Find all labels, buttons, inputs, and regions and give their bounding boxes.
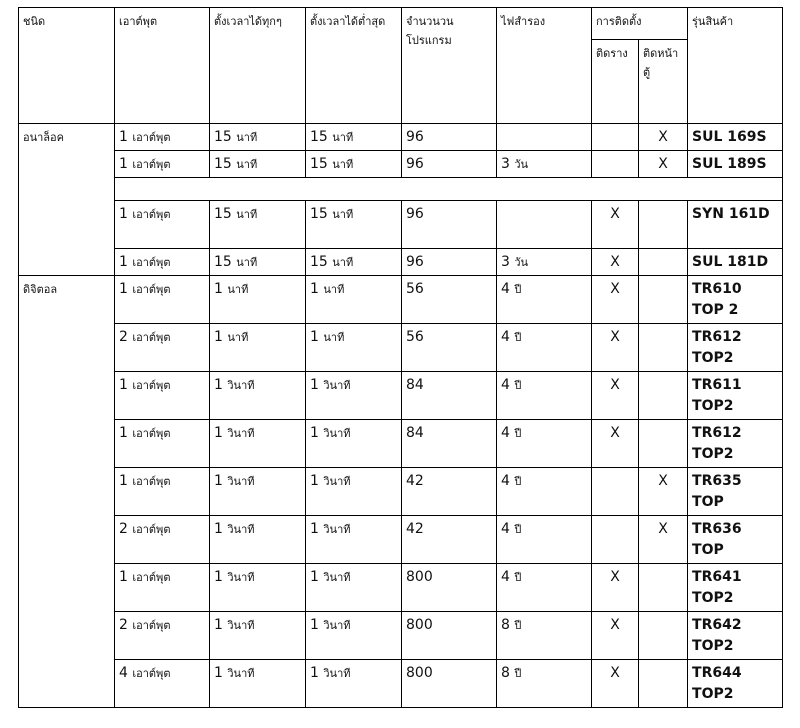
outlets-cell-value: 1: [119, 377, 128, 393]
install-front-mark: X: [639, 151, 688, 178]
outlets-cell: [115, 124, 210, 151]
outlets-cell-value: 1: [119, 281, 128, 297]
install-front-mark: [639, 276, 688, 324]
model-cell: TR610 TOP 2: [688, 276, 783, 324]
install-rail-mark: X: [592, 249, 639, 276]
backup-cell-value: 4: [501, 473, 510, 489]
table-row: [19, 249, 783, 276]
interval-cell: [210, 660, 306, 708]
programs-cell: 96: [402, 124, 497, 151]
install-rail-mark: X: [592, 201, 639, 249]
min-time-cell: [306, 276, 402, 324]
min-time-cell-unit: นาที: [332, 256, 354, 269]
interval-cell: [210, 420, 306, 468]
backup-cell-unit: ปี: [514, 571, 522, 584]
outlets-cell-value: 1: [119, 129, 128, 145]
backup-cell-value: 4: [501, 281, 510, 297]
backup-cell: [497, 249, 592, 276]
outlets-cell-value: 1: [119, 156, 128, 172]
backup-cell-value: 4: [501, 425, 510, 441]
backup-cell-unit: ปี: [514, 619, 522, 632]
min-time-cell-unit: นาที: [332, 131, 354, 144]
interval-cell-value: 1: [214, 425, 223, 441]
table-row: [19, 124, 783, 151]
install-rail-mark: [592, 151, 639, 178]
interval-cell-value: 1: [214, 665, 223, 681]
backup-cell: [497, 151, 592, 178]
install-rail-mark: X: [592, 660, 639, 708]
programs-cell: 96: [402, 151, 497, 178]
interval-cell-unit: นาที: [227, 331, 249, 344]
model-cell: TR612 TOP2: [688, 420, 783, 468]
programs-cell: 42: [402, 468, 497, 516]
outlets-cell: [115, 249, 210, 276]
interval-cell: [210, 516, 306, 564]
min-time-cell-unit: วินาที: [323, 571, 351, 584]
model-cell: SUL 189S: [688, 151, 783, 178]
outlets-cell-unit: เอาต์พุต: [132, 256, 171, 269]
header-install: การติดตั้ง: [592, 8, 688, 40]
backup-cell-value: 4: [501, 569, 510, 585]
interval-cell: [210, 249, 306, 276]
min-time-cell-value: 1: [310, 617, 319, 633]
programs-cell: 800: [402, 660, 497, 708]
min-time-cell-unit: วินาที: [323, 667, 351, 680]
backup-cell-unit: วัน: [514, 158, 529, 171]
install-rail-mark: [592, 124, 639, 151]
backup-cell: [497, 324, 592, 372]
install-rail-mark: [592, 516, 639, 564]
min-time-cell-value: 1: [310, 281, 319, 297]
programs-cell: 84: [402, 372, 497, 420]
outlets-cell: [115, 151, 210, 178]
programs-cell: 42: [402, 516, 497, 564]
outlets-cell-value: 2: [119, 521, 128, 537]
install-front-mark: [639, 324, 688, 372]
outlets-cell: [115, 420, 210, 468]
backup-cell-unit: วัน: [514, 256, 529, 269]
min-time-cell-unit: นาที: [332, 208, 354, 221]
timer-spec-table: [18, 7, 783, 708]
interval-cell: [210, 201, 306, 249]
interval-cell: [210, 124, 306, 151]
min-time-cell-unit: วินาที: [323, 379, 351, 392]
outlets-cell: [115, 612, 210, 660]
backup-cell: [497, 660, 592, 708]
table-row: [19, 151, 783, 178]
interval-cell-value: 15: [214, 254, 232, 270]
model-cell: TR641 TOP2: [688, 564, 783, 612]
interval-cell-unit: วินาที: [227, 667, 255, 680]
min-time-cell-value: 1: [310, 473, 319, 489]
backup-cell-value: 8: [501, 665, 510, 681]
outlets-cell: [115, 372, 210, 420]
min-time-cell-value: 1: [310, 329, 319, 345]
table-row: [19, 276, 783, 324]
spacer-row: [19, 178, 783, 201]
header-outlets: เอาต์พุต: [115, 8, 210, 124]
backup-cell-unit: ปี: [514, 331, 522, 344]
outlets-cell-unit: เอาต์พุต: [132, 208, 171, 221]
table-row: [19, 201, 783, 249]
outlets-cell-unit: เอาต์พุต: [132, 619, 171, 632]
outlets-cell-value: 1: [119, 569, 128, 585]
backup-cell: [497, 612, 592, 660]
model-cell: TR612 TOP2: [688, 324, 783, 372]
programs-cell: 56: [402, 276, 497, 324]
interval-cell-value: 1: [214, 281, 223, 297]
outlets-cell-unit: เอาต์พุต: [132, 475, 171, 488]
group-digital: ดิจิตอล: [19, 276, 115, 708]
programs-cell: 84: [402, 420, 497, 468]
outlets-cell-unit: เอาต์พุต: [132, 331, 171, 344]
header-type: ชนิด: [19, 8, 115, 124]
model-cell: SUL 169S: [688, 124, 783, 151]
programs-cell: 800: [402, 612, 497, 660]
header-install-rail: ติดราง: [592, 40, 639, 124]
backup-cell: [497, 420, 592, 468]
backup-cell: [497, 516, 592, 564]
outlets-cell-value: 1: [119, 473, 128, 489]
outlets-cell-unit: เอาต์พุต: [132, 523, 171, 536]
backup-cell-value: 4: [501, 377, 510, 393]
programs-cell: 800: [402, 564, 497, 612]
min-time-cell-value: 15: [310, 156, 328, 172]
outlets-cell-unit: เอาต์พุต: [132, 283, 171, 296]
min-time-cell-unit: วินาที: [323, 619, 351, 632]
outlets-cell-unit: เอาต์พุต: [132, 667, 171, 680]
table-body: [19, 124, 783, 708]
min-time-cell: [306, 249, 402, 276]
model-cell: SUL 181D: [688, 249, 783, 276]
interval-cell: [210, 276, 306, 324]
interval-cell: [210, 324, 306, 372]
outlets-cell: [115, 468, 210, 516]
install-front-mark: [639, 201, 688, 249]
table-row: [19, 516, 783, 564]
install-front-mark: [639, 249, 688, 276]
backup-cell: [497, 468, 592, 516]
interval-cell-unit: วินาที: [227, 475, 255, 488]
model-cell: TR611 TOP2: [688, 372, 783, 420]
programs-cell: 96: [402, 201, 497, 249]
interval-cell-value: 1: [214, 377, 223, 393]
min-time-cell-unit: วินาที: [323, 427, 351, 440]
install-front-mark: [639, 564, 688, 612]
table-row: [19, 612, 783, 660]
backup-cell: [497, 124, 592, 151]
interval-cell-unit: วินาที: [227, 379, 255, 392]
install-rail-mark: X: [592, 276, 639, 324]
install-front-mark: [639, 612, 688, 660]
min-time-cell: [306, 324, 402, 372]
backup-cell-value: 3: [501, 156, 510, 172]
header-min-time: ตั้งเวลาได้ต่ำสุด: [306, 8, 402, 124]
interval-cell-unit: นาที: [236, 158, 258, 171]
min-time-cell: [306, 420, 402, 468]
backup-cell-value: 4: [501, 329, 510, 345]
programs-cell: 56: [402, 324, 497, 372]
outlets-cell-value: 1: [119, 425, 128, 441]
min-time-cell-value: 1: [310, 377, 319, 393]
backup-cell-value: 8: [501, 617, 510, 633]
min-time-cell-unit: นาที: [323, 331, 345, 344]
min-time-cell-unit: วินาที: [323, 523, 351, 536]
backup-cell: [497, 372, 592, 420]
header-min-interval: ตั้งเวลาได้ทุกๆ: [210, 8, 306, 124]
outlets-cell-unit: เอาต์พุต: [132, 571, 171, 584]
interval-cell: [210, 612, 306, 660]
outlets-cell: [115, 324, 210, 372]
min-time-cell: [306, 201, 402, 249]
min-time-cell-value: 1: [310, 665, 319, 681]
model-cell: TR635 TOP: [688, 468, 783, 516]
table-row: [19, 372, 783, 420]
min-time-cell: [306, 372, 402, 420]
min-time-cell-value: 1: [310, 521, 319, 537]
min-time-cell-unit: วินาที: [323, 475, 351, 488]
outlets-cell-value: 2: [119, 617, 128, 633]
min-time-cell: [306, 660, 402, 708]
interval-cell: [210, 151, 306, 178]
interval-cell: [210, 468, 306, 516]
min-time-cell: [306, 151, 402, 178]
interval-cell-unit: นาที: [236, 256, 258, 269]
interval-cell-unit: นาที: [236, 131, 258, 144]
install-rail-mark: X: [592, 372, 639, 420]
min-time-cell-value: 1: [310, 569, 319, 585]
backup-cell: [497, 564, 592, 612]
interval-cell-value: 1: [214, 569, 223, 585]
group-analog: อนาล็อค: [19, 124, 115, 276]
min-time-cell: [306, 612, 402, 660]
min-time-cell-value: 15: [310, 254, 328, 270]
backup-cell: [497, 201, 592, 249]
header-programs: จำนวนวนโปรแกรม: [402, 8, 497, 124]
interval-cell-unit: วินาที: [227, 571, 255, 584]
outlets-cell: [115, 564, 210, 612]
model-cell: TR642 TOP2: [688, 612, 783, 660]
model-cell: SYN 161D: [688, 201, 783, 249]
install-rail-mark: [592, 468, 639, 516]
backup-cell-unit: ปี: [514, 475, 522, 488]
install-rail-mark: X: [592, 612, 639, 660]
header-backup: ไฟสำรอง: [497, 8, 592, 124]
table-row: [19, 468, 783, 516]
outlets-cell-unit: เอาต์พุต: [132, 379, 171, 392]
backup-cell-unit: ปี: [514, 427, 522, 440]
programs-cell: 96: [402, 249, 497, 276]
min-time-cell-value: 1: [310, 425, 319, 441]
outlets-cell-value: 2: [119, 329, 128, 345]
min-time-cell: [306, 468, 402, 516]
min-time-cell: [306, 516, 402, 564]
install-rail-mark: X: [592, 564, 639, 612]
backup-cell-unit: ปี: [514, 523, 522, 536]
table-row: [19, 324, 783, 372]
min-time-cell-unit: นาที: [323, 283, 345, 296]
min-time-cell: [306, 564, 402, 612]
outlets-cell-unit: เอาต์พุต: [132, 427, 171, 440]
interval-cell-value: 15: [214, 206, 232, 222]
install-front-mark: [639, 660, 688, 708]
backup-cell-value: 4: [501, 521, 510, 537]
backup-cell-unit: ปี: [514, 283, 522, 296]
outlets-cell: [115, 276, 210, 324]
interval-cell-unit: วินาที: [227, 619, 255, 632]
install-rail-mark: X: [592, 324, 639, 372]
interval-cell: [210, 372, 306, 420]
table-row: [19, 564, 783, 612]
min-time-cell: [306, 124, 402, 151]
interval-cell-unit: วินาที: [227, 427, 255, 440]
table-row: [19, 660, 783, 708]
header-model: รุ่นสินค้า: [688, 8, 783, 124]
interval-cell-value: 1: [214, 329, 223, 345]
interval-cell-unit: นาที: [236, 208, 258, 221]
interval-cell-unit: วินาที: [227, 523, 255, 536]
interval-cell: [210, 564, 306, 612]
interval-cell-value: 1: [214, 521, 223, 537]
backup-cell: [497, 276, 592, 324]
interval-cell-value: 15: [214, 156, 232, 172]
outlets-cell: [115, 201, 210, 249]
header-install-front: ติดหน้าตู้: [639, 40, 688, 124]
interval-cell-value: 15: [214, 129, 232, 145]
backup-cell-unit: ปี: [514, 667, 522, 680]
spacer-cell: [115, 178, 783, 201]
install-front-mark: X: [639, 124, 688, 151]
install-front-mark: X: [639, 468, 688, 516]
table-row: [19, 420, 783, 468]
install-front-mark: [639, 372, 688, 420]
outlets-cell-value: 1: [119, 254, 128, 270]
install-front-mark: X: [639, 516, 688, 564]
interval-cell-value: 1: [214, 473, 223, 489]
outlets-cell-value: 4: [119, 665, 128, 681]
backup-cell-value: 3: [501, 254, 510, 270]
outlets-cell-unit: เอาต์พุต: [132, 131, 171, 144]
install-rail-mark: X: [592, 420, 639, 468]
outlets-cell-value: 1: [119, 206, 128, 222]
interval-cell-unit: นาที: [227, 283, 249, 296]
backup-cell-unit: ปี: [514, 379, 522, 392]
outlets-cell: [115, 660, 210, 708]
interval-cell-value: 1: [214, 617, 223, 633]
min-time-cell-value: 15: [310, 129, 328, 145]
min-time-cell-value: 15: [310, 206, 328, 222]
model-cell: TR636 TOP: [688, 516, 783, 564]
outlets-cell: [115, 516, 210, 564]
install-front-mark: [639, 420, 688, 468]
min-time-cell-unit: นาที: [332, 158, 354, 171]
outlets-cell-unit: เอาต์พุต: [132, 158, 171, 171]
model-cell: TR644 TOP2: [688, 660, 783, 708]
